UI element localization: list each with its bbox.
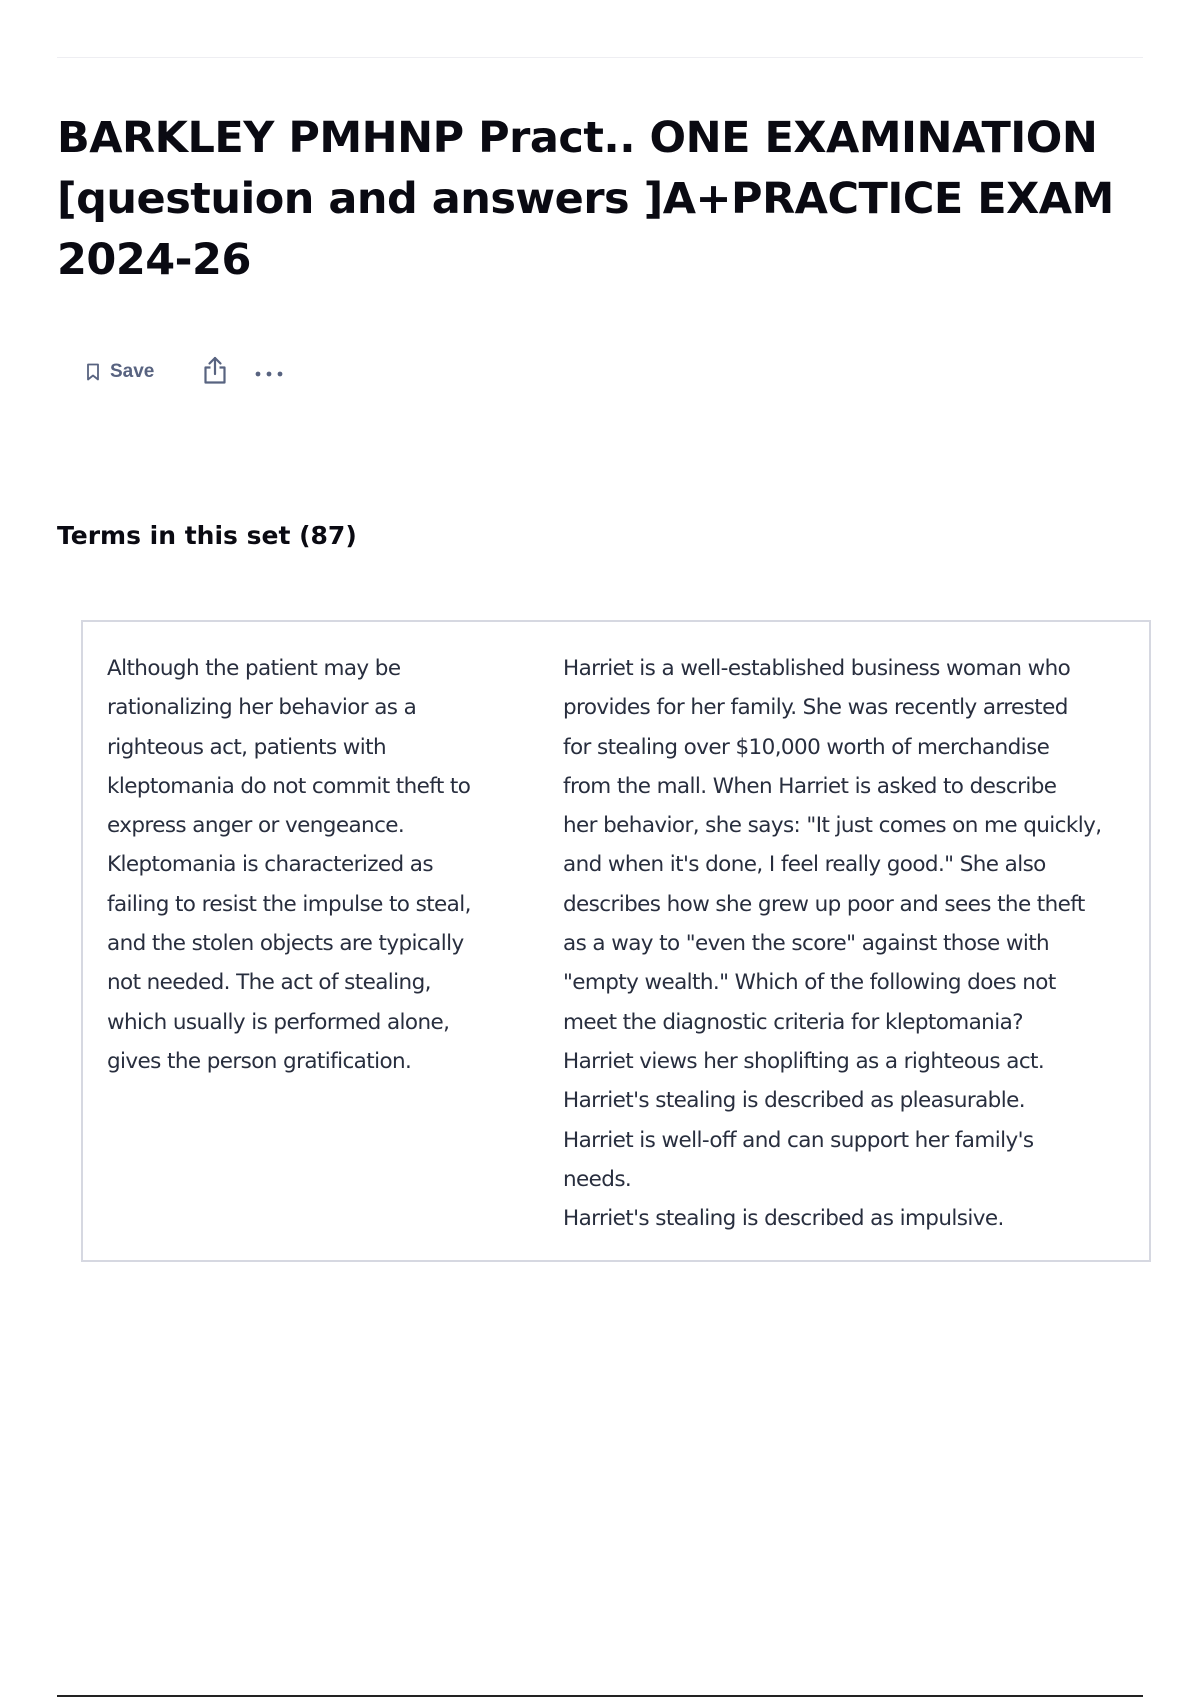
question-line: and when it's done, I feel really good." She also — [563, 852, 1046, 878]
share-button[interactable] — [202, 355, 228, 389]
definition-line: not needed. The act of stealing, — [107, 970, 431, 996]
save-button[interactable] — [86, 361, 154, 383]
question-line: meet the diagnostic criteria for kleptomania? — [563, 1009, 1023, 1035]
term-definition — [107, 649, 527, 1081]
page-title-line: BARKLEY PMHNP Pract.. ONE EXAMINATION — [57, 113, 1098, 163]
definition-line: failing to resist the impulse to steal, — [107, 891, 471, 917]
more-options-button[interactable] — [254, 363, 284, 382]
definition-line: gives the person gratification. — [107, 1048, 412, 1074]
definition-line: kleptomania do not commit theft to — [107, 773, 471, 799]
set-toolbar — [86, 354, 284, 390]
definition-line: Kleptomania is characterized as — [107, 852, 433, 878]
more-dots-icon — [254, 363, 284, 382]
definition-line: express anger or vengeance. — [107, 813, 405, 839]
bottom-divider — [57, 1695, 1143, 1697]
answer-option: Harriet is well-off and can support her family's — [563, 1127, 1034, 1153]
question-line: as a way to "even the score" against those with — [563, 931, 1050, 957]
answer-option: Harriet views her shoplifting as a righteous act. — [563, 1048, 1045, 1074]
page-title-line: [questuion and answers ]A+PRACTICE EXAM — [57, 174, 1114, 224]
question-line: "empty wealth." Which of the following does not — [563, 970, 1056, 996]
terms-heading: Terms in this set (87) — [57, 521, 357, 550]
question-line: from the mall. When Harriet is asked to describe — [563, 773, 1057, 799]
page-title-line: 2024-26 — [57, 235, 251, 285]
definition-line: righteous act, patients with — [107, 734, 387, 760]
answer-option: Harriet's stealing is described as impulsive. — [563, 1206, 1004, 1232]
definition-line: and the stolen objects are typically — [107, 931, 464, 957]
share-icon — [202, 355, 228, 389]
definition-line: Although the patient may be — [107, 656, 401, 681]
page-title — [57, 108, 1157, 291]
top-divider — [57, 57, 1143, 58]
term-card — [81, 620, 1151, 1262]
answer-option: needs. — [563, 1166, 632, 1192]
definition-line: which usually is performed alone, — [107, 1009, 450, 1035]
term-question — [563, 649, 1153, 1238]
save-button-label: Save — [110, 361, 155, 382]
bookmark-icon — [86, 363, 100, 381]
definition-line: rationalizing her behavior as a — [107, 695, 417, 721]
question-line: provides for her family. She was recently arrested — [563, 695, 1068, 721]
question-line: Harriet is a well-established business woman who — [563, 656, 1071, 681]
answer-option: Harriet's stealing is described as pleasurable. — [563, 1088, 1025, 1114]
question-line: for stealing over $10,000 worth of merchandise — [563, 734, 1050, 760]
question-line: describes how she grew up poor and sees the theft — [563, 891, 1085, 917]
question-line: her behavior, she says: "It just comes on me quickly, — [563, 813, 1102, 839]
